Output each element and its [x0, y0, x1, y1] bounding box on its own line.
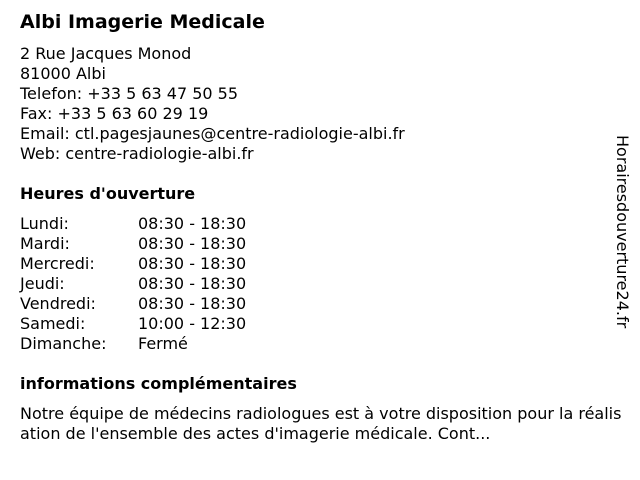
hours-time: 08:30 - 18:30 [138, 214, 247, 233]
hours-day: Mardi: [20, 234, 70, 253]
hours-row-lundi [20, 214, 320, 234]
fax-number: Fax: +33 5 63 60 29 19 [20, 104, 209, 123]
hours-row-mercredi [20, 254, 320, 274]
email-address: Email: ctl.pagesjaunes@centre-radiologie-albi.fr [20, 124, 405, 143]
website: Web: centre-radiologie-albi.fr [20, 144, 254, 163]
watermark-text: Horairesdouverture24.fr [613, 135, 632, 329]
hours-time: 08:30 - 18:30 [138, 274, 247, 293]
hours-time: 08:30 - 18:30 [138, 254, 247, 273]
hours-day: Samedi: [20, 314, 86, 333]
phone-number: Telefon: +33 5 63 47 50 55 [20, 84, 239, 103]
hours-row-dimanche [20, 334, 320, 354]
info-description: Notre équipe de médecins radiologues est à votre disposition pour la réalisation de l'ensemble des actes d'imagerie médicale. Cont... [20, 404, 622, 443]
hours-row-mardi [20, 234, 320, 254]
hours-time: 08:30 - 18:30 [138, 294, 247, 313]
hours-row-samedi [20, 314, 320, 334]
hours-day: Lundi: [20, 214, 69, 233]
business-name: Albi Imagerie Medicale [20, 11, 265, 33]
street-address: 2 Rue Jacques Monod [20, 44, 192, 63]
hours-time: 08:30 - 18:30 [138, 234, 247, 253]
hours-time: 10:00 - 12:30 [138, 314, 247, 333]
hours-day: Vendredi: [20, 294, 96, 313]
hours-day: Mercredi: [20, 254, 95, 273]
hours-row-vendredi [20, 294, 320, 314]
city-address: 81000 Albi [20, 64, 106, 83]
hours-time: Fermé [138, 334, 188, 353]
hours-heading: Heures d'ouverture [20, 184, 196, 203]
hours-table [20, 214, 320, 354]
contact-block [20, 44, 405, 164]
hours-day: Jeudi: [20, 274, 65, 293]
hours-row-jeudi [20, 274, 320, 294]
hours-day: Dimanche: [20, 334, 107, 353]
info-heading: informations complémentaires [20, 374, 297, 393]
